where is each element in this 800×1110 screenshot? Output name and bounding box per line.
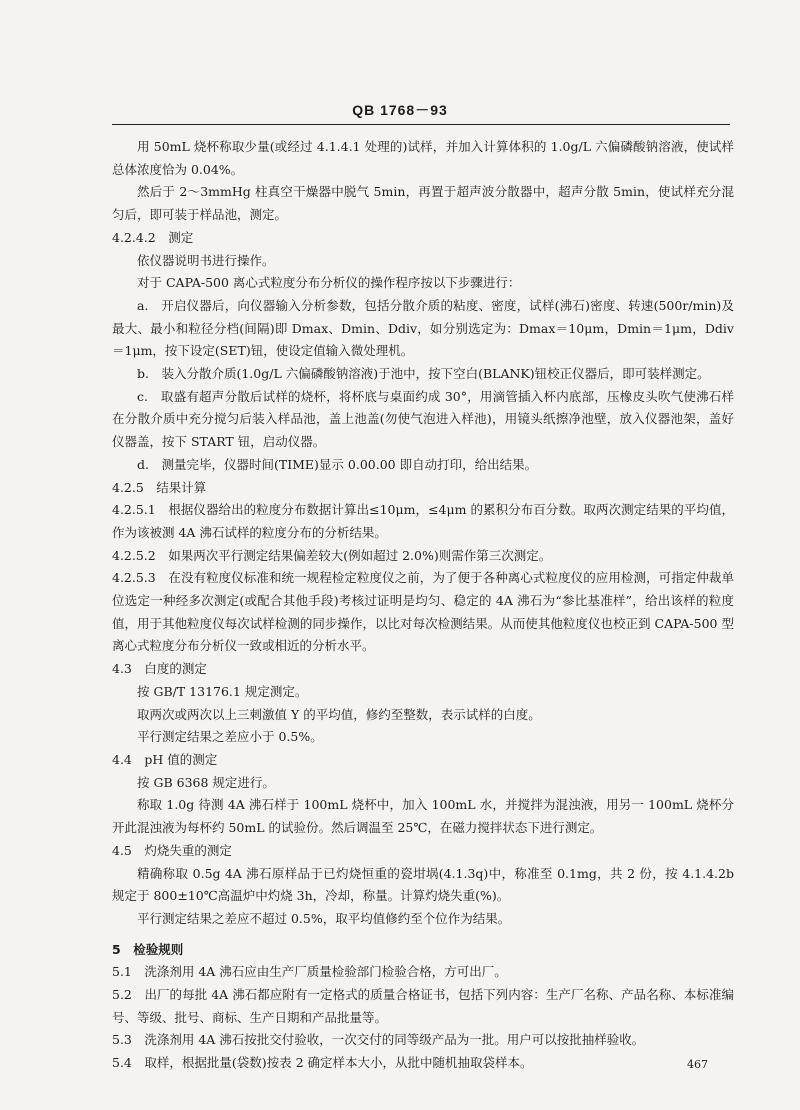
paragraph: 取两次或两次以上三刺激值 Y 的平均值，修约至整数，表示试样的白度。 — [137, 706, 541, 722]
clause-heading: 4.5 灼烧失重的测定 — [112, 842, 232, 858]
body-text — [112, 136, 734, 1075]
paragraph: 依仪器说明书进行操作。 — [137, 252, 275, 268]
paragraph: 平行测定结果之差应小于 0.5%。 — [137, 729, 323, 745]
paragraph: 称取 1.0g 待测 4A 沸石样于 100mL 烧杯中，加入 100mL 水，并搅拌为混浊液，用另一 100mL 烧杯分开此混浊液为每杯约 50mL 的试验份。然后调温至 25℃，在磁力搅拌状态下进行测定。 — [112, 797, 734, 836]
paragraph: 用 50mL 烧杯称取少量(或经过 4.1.4.1 处理的)试样，并加入计算体积的 1.0g/L 六偏磷酸钠溶液，使试样总体浓度恰为 0.04%。 — [112, 139, 734, 177]
paragraph: 然后于 2～3mmHg 柱真空干燥器中脱气 5min，再置于超声波分散器中，超声分散 5min，使试样充分混匀后，即可装于样品池，测定。 — [112, 184, 734, 223]
paragraph: 精确称取 0.5g 4A 沸石原样品于已灼烧恒重的瓷坩埚(4.1.3q)中，称准至 0.1mg，共 2 份，按 4.1.4.2b 规定于 800±10℃高温炉中灼烧 3h，冷却，称量。计算灼烧失重(%)。 — [112, 865, 734, 904]
page-number: 467 — [687, 1058, 708, 1071]
rule-item: 5.3 洗涤剂用 4A 沸石按批交付验收，一次交付的同等级产品为一批。用户可以按批抽样验收。 — [112, 1032, 645, 1048]
clause-heading: 4.2.5 结果计算 — [112, 479, 207, 495]
rule-item: 5.2 出厂的每批 4A 沸石都应附有一定格式的质量合格证书，包括下列内容：生产厂名称、产品名称、本标准编号、等级、批号、商标、生产日期和产品批量等。 — [112, 987, 734, 1025]
paragraph: 对于 CAPA-500 离心式粒度分布分析仪的操作程序按以下步骤进行： — [137, 275, 521, 291]
clause: 4.2.5.3 在没有粒度仪标准和统一规程检定粒度仪之前，为了便于各种离心式粒度仪的应用检测，可指定仲裁单位选定一种经多次测定(或配合其他手段)考核过证明是均匀、稳定的 4A 沸石为“参比基准样”，给出该样的粒度值，用于其他粒度仪每次试样检测的同步操作，以比对每次检测结果。从而使其他粒度仪也校正到 CAPA-500 型离心式粒度分布分析仪一致或相近的分析水平。 — [112, 570, 734, 654]
clause: 4.2.5.2 如果两次平行测定结果偏差较大(例如超过 2.0%)则需作第三次测定。 — [112, 547, 552, 563]
paragraph: 平行测定结果之差应不超过 0.5%，取平均值修约至个位作为结果。 — [137, 910, 511, 926]
clause-heading: 4.3 白度的测定 — [112, 661, 207, 677]
clause-heading: 4.4 pH 值的测定 — [112, 751, 218, 767]
clause-heading: 4.2.4.2 测定 — [112, 229, 194, 245]
paragraph: 按 GB/T 13176.1 规定测定。 — [137, 683, 308, 699]
step-a: a. 开启仪器后，向仪器输入分析参数，包括分散介质的粘度、密度，试样(沸石)密度、转速(500r/min)及最大、最小和粒径分档(间隔)即 Dmax、Dmin、Ddiv，如分别选定为：Dmax＝10μm，Dmin＝1μm，Ddiv＝1μm，按下设定(SET)钮，使设定值输入微处理机。 — [112, 297, 734, 359]
step-c: c. 取盛有超声分散后试样的烧杯，将杯底与桌面约成 30°，用滴管插入杯内底部，压橡皮头吹气使沸石样在分散介质中充分搅匀后装入样品池，盖上池盖(勿使气泡进入样池)，用镜头纸擦净池壁，放入仪器池架，盖好仪器盖，按下 START 钮，启动仪器。 — [112, 388, 734, 450]
section-5 — [112, 939, 734, 1075]
clause: 4.2.5.1 根据仪器给出的粒度分布数据计算出≤10μm，≤4μm 的累积分布百分数。取两次测定结果的平均值，作为该被测 4A 沸石试样的粒度分布的分析结果。 — [112, 502, 734, 540]
rule-item: 5.1 洗涤剂用 4A 沸石应由生产厂质量检验部门检验合格，方可出厂。 — [112, 964, 507, 980]
step-d: d. 测量完毕，仪器时间(TIME)显示 0.00.00 即自动打印，给出结果。 — [137, 456, 538, 472]
rule-item: 5.4 取样，根据批量(袋数)按表 2 确定样本大小，从批中随机抽取袋样本。 — [112, 1055, 533, 1071]
paragraph: 按 GB 6368 规定进行。 — [137, 774, 275, 790]
section-heading: 5 检验规则 — [112, 941, 184, 957]
header-rule — [112, 124, 730, 125]
step-b: b. 装入分散介质(1.0g/L 六偏磷酸钠溶液)于池中，按下空白(BLANK)钮校正仪器后，即可装样测定。 — [137, 366, 710, 382]
standard-code-header: QB 1768－93 — [352, 102, 448, 118]
